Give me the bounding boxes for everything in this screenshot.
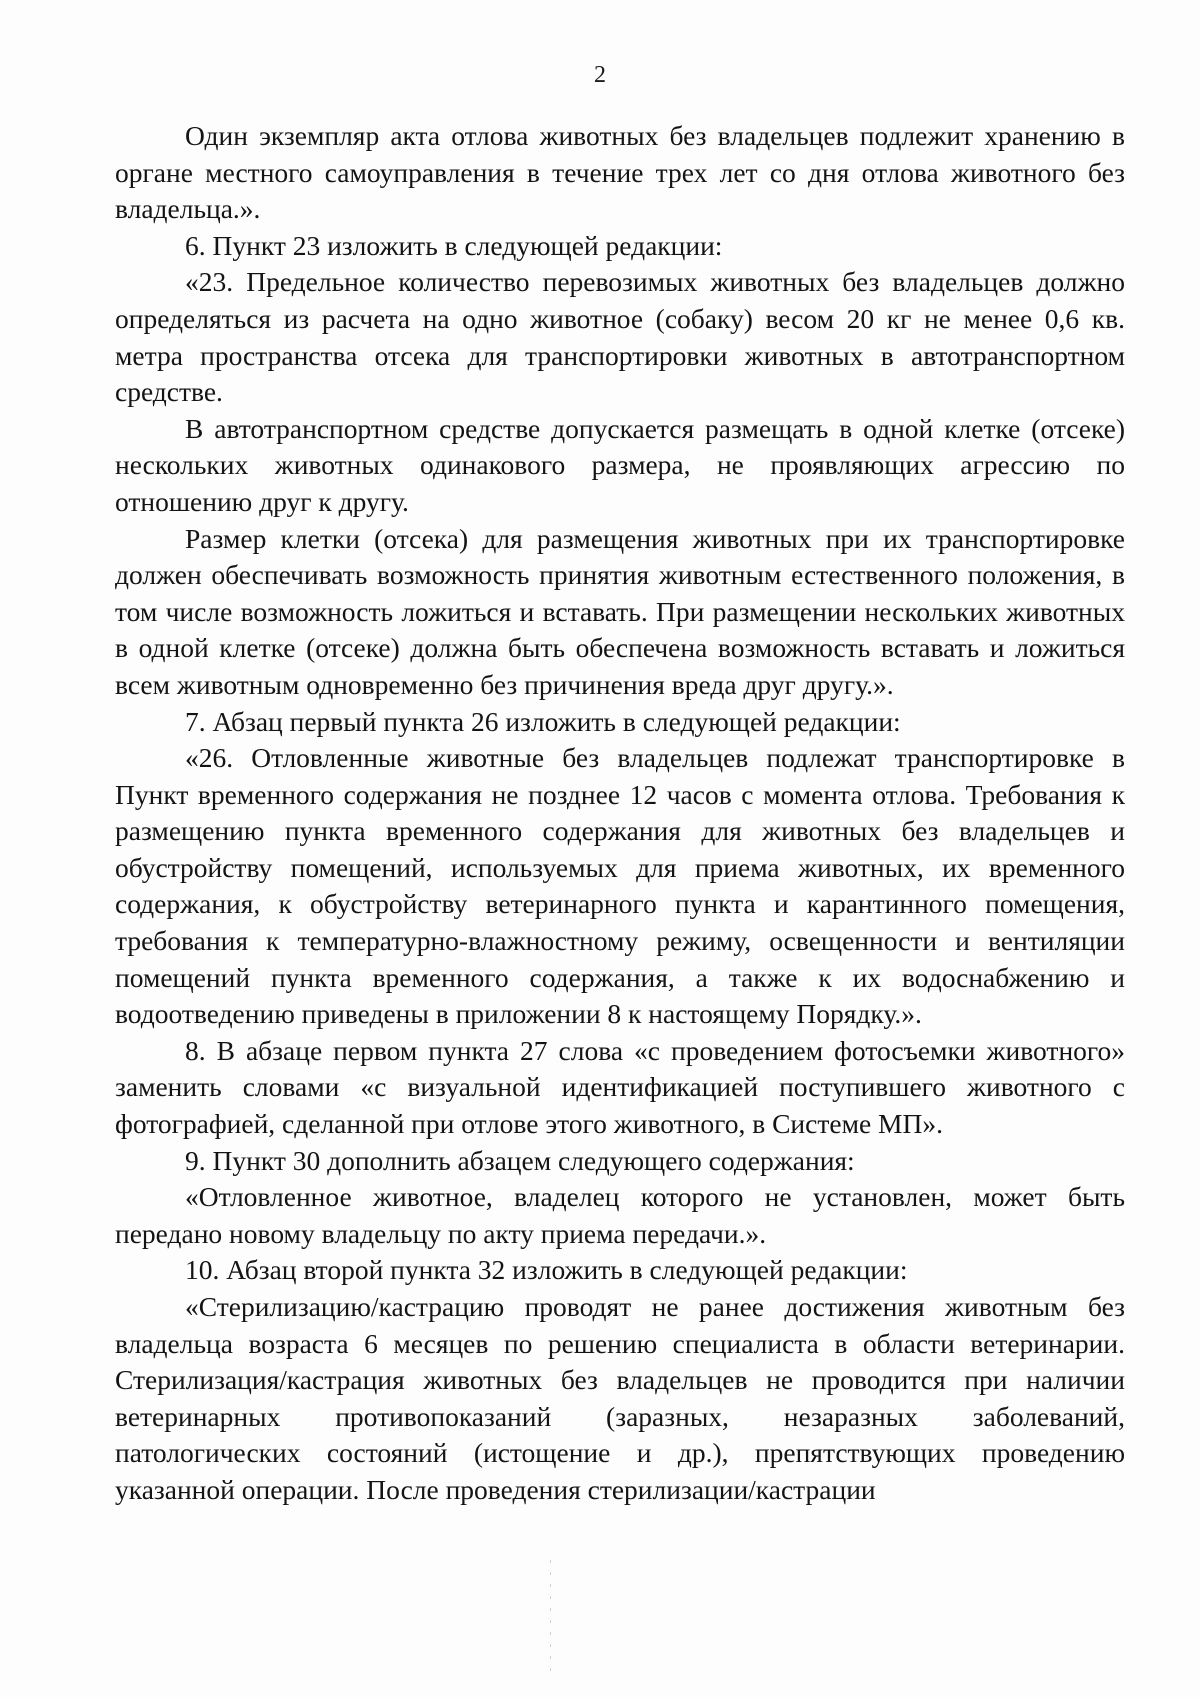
paragraph: В автотранспортном средстве допускается размещать в одной клетке (отсеке) нескольких животных одинакового размера, не проявляющих агрессию по отношению друг к другу. xyxy=(115,412,1125,517)
paragraph: 9. Пункт 30 дополнить абзацем следующего содержания: xyxy=(185,1144,855,1176)
scan-artifact-line xyxy=(550,1560,551,1680)
paragraph: «23. Предельное количество перевозимых животных без владельцев должно определяться из расчета на одно животное (собаку) весом 20 кг не менее 0,6 кв. метра пространства отсека для транспортировки животных в автотранспортном средстве. xyxy=(115,266,1125,408)
document-body xyxy=(115,118,1125,1509)
paragraph: «Стерилизацию/кастрацию проводят не ранее достижения животным без владельца возраста 6 месяцев по решению специалиста в области ветеринарии. Стерилизация/кастрация животных без владельцев не проводится при наличии ветеринарных противопоказаний (заразных, незаразных заболеваний, патологических состояний (истощение и др.), препятствующих проведению указанной операции. После проведения стерилизации/кастрации xyxy=(115,1291,1125,1505)
paragraph: 10. Абзац второй пункта 32 изложить в следующей редакции: xyxy=(185,1254,908,1286)
paragraph: 8. В абзаце первом пункта 27 слова «с проведением фотосъемки животного» заменить словами «с визуальной идентификацией поступившего животного с фотографией, сделанной при отлове этого животного, в Системе МП». xyxy=(115,1034,1125,1140)
paragraph: 7. Абзац первый пункта 26 изложить в следующей редакции: xyxy=(185,705,901,737)
paragraph: «26. Отловленные животные без владельцев подлежат транспортировке в Пункт временного содержания не позднее 12 часов с момента отлова. Требования к размещению пункта временного содержания для животных без владельцев и обустройству помещений, используемых для приема животных, их временного содержания, к обустройству ветеринарного пункта и карантинного помещения, требования к температурно-влажностному режиму, освещенности и вентиляции помещений пункта временного содержания, а также к их водоснабжению и водоотведению приведены в приложении 8 к настоящему Порядку.». xyxy=(115,742,1125,1030)
paragraph: 6. Пункт 23 изложить в следующей редакции: xyxy=(185,229,723,261)
paragraph: «Отловленное животное, владелец которого не установлен, может быть передано новому владельцу по акту приема передачи.». xyxy=(115,1181,1125,1249)
paragraph: Один экземпляр акта отлова животных без владельцев подлежит хранению в органе местного самоуправления в течение трех лет со дня отлова животного без владельца.». xyxy=(115,120,1125,225)
page-number: 2 xyxy=(594,62,606,88)
paragraph: Размер клетки (отсека) для размещения животных при их транспортировке должен обеспечивать возможность принятия животным естественного положения, в том числе возможность ложиться и вставать. При размещении нескольких животных в одной клетке (отсеке) должна быть обеспечена возможность вставать и ложиться всем животным одновременно без причинения вреда друг другу.». xyxy=(115,522,1125,700)
